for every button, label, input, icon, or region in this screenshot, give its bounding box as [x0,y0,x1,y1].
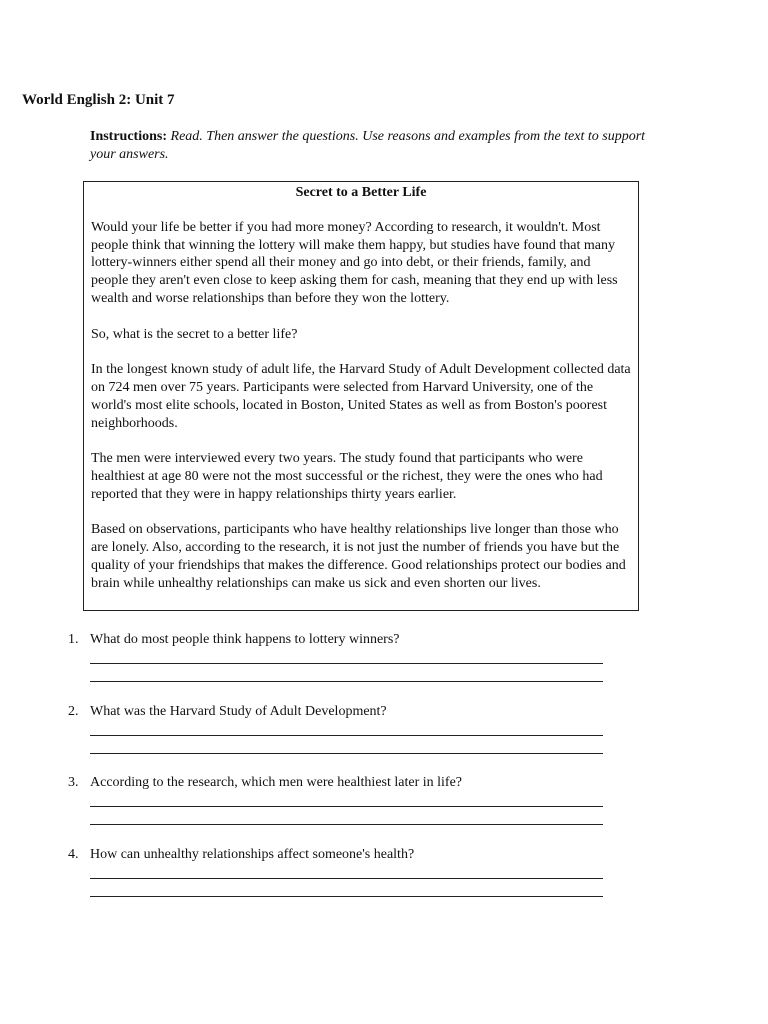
passage-title: Secret to a Better Life [295,185,427,200]
instructions-label: Instructions: [90,129,168,144]
question-number: 4. [68,847,79,862]
question-text: How can unhealthy relationships affect someone's health? [90,847,415,862]
answer-line[interactable] [90,806,603,807]
question-text: What do most people think happens to lottery winners? [90,632,400,647]
passage-paragraph-2: So, what is the secret to a better life? [91,326,298,342]
answer-line[interactable] [90,878,603,879]
question-text: What was the Harvard Study of Adult Development? [90,704,387,719]
question-item-1 [0,631,768,691]
question-text: According to the research, which men were healthiest later in life? [90,775,463,790]
answer-line[interactable] [90,735,603,736]
answer-line[interactable] [90,824,603,825]
question-item-3 [0,774,768,834]
answer-line[interactable] [90,681,603,682]
passage-paragraph-4: The men were interviewed every two years. The study found that participants who were healthiest at age 80 were not the most successful or the richest, they were the ones who had reported that they were in happy relationships thirty years earlier. [91,451,603,502]
question-item-4 [0,846,768,906]
passage-paragraph-5: Based on observations, participants who have healthy relationships live longer than those who are lonely. Also, according to the research, it is not just the number of friends you have but the quality of your friendships that makes the difference. Good relationships protect our bodies and brain while unhealthy relationships can make us sick and even shorten our lives. [91,522,626,591]
question-number: 1. [68,632,79,647]
question-number: 3. [68,775,79,790]
passage-paragraph-3: In the longest known study of adult life, the Harvard Study of Adult Development collected data on 724 men over 75 years. Participants were selected from Harvard University, one of the world's most elite schools, located in Boston, United States as well as from Boston's poorest neighborhoods. [91,362,631,431]
unit-title: World English 2: Unit 7 [22,92,175,108]
question-number: 2. [68,704,79,719]
instructions [90,128,650,164]
answer-line[interactable] [90,663,603,664]
reading-passage-box [83,181,639,611]
question-item-2 [0,703,768,763]
answer-line[interactable] [90,753,603,754]
passage-paragraph-1: Would your life be better if you had more money? According to research, it wouldn't. Most people think that winning the lottery will make them happy, but studies have found that many lottery-winners either spend all their money and go into debt, or their friends, family, and people they aren't even close to keep asking them for cash, meaning that they end up with less wealth and worse relationships than before they won the lottery. [91,219,618,306]
instructions-text: Read. Then answer the questions. Use reasons and examples from the text to support your answers. [90,129,646,162]
answer-line[interactable] [90,896,603,897]
